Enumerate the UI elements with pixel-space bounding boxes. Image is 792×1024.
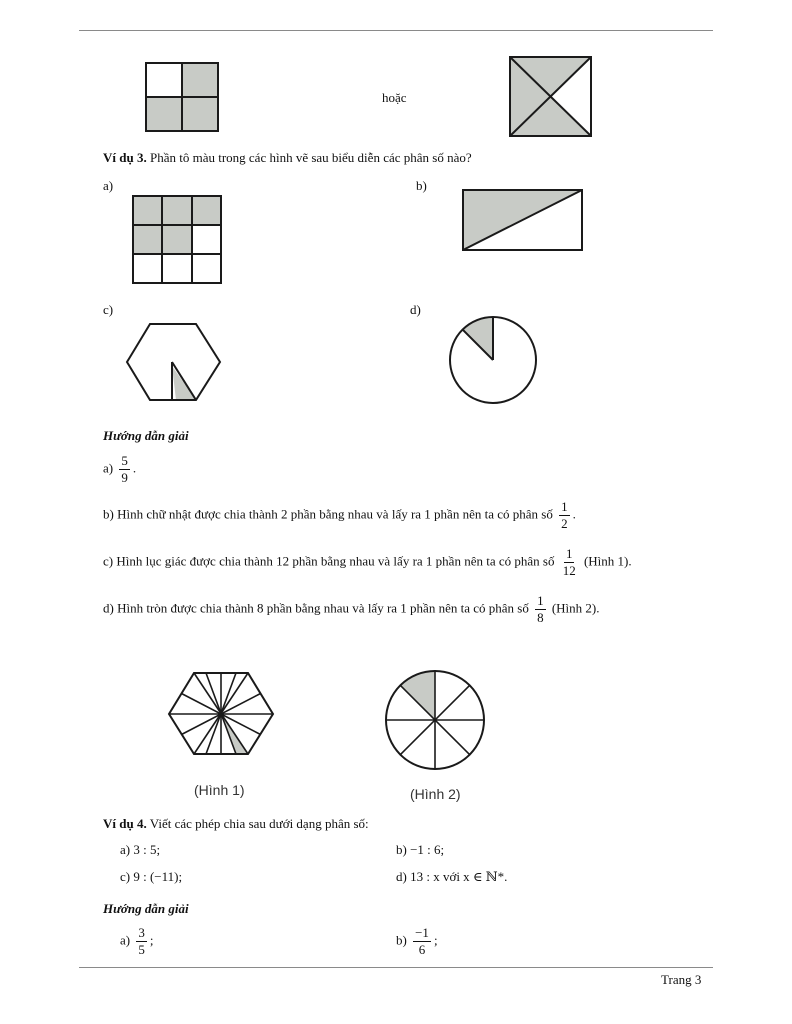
solution3-d-text: d) Hình tròn được chia thành 8 phần bằng nhau và lấy ra 1 phần nên ta có phân số	[103, 600, 529, 616]
rectangle-diagonal-figure	[456, 180, 592, 260]
hinh1-hexagon-12-parts	[166, 664, 278, 768]
fraction-num: 1	[565, 546, 573, 561]
fraction-den: 12	[562, 563, 576, 578]
solution3-b-text: b) Hình chữ nhật được chia thành 2 phần bằng nhau và lấy ra 1 phần nên ta có phân số	[103, 506, 553, 522]
solution4-b	[396, 926, 438, 957]
fraction-num: 5	[121, 453, 128, 468]
example3-label: Ví dụ 3.	[103, 150, 147, 165]
square-diagonals-figure	[502, 52, 598, 142]
part-d-label: d)	[410, 302, 421, 317]
fraction-1-12	[561, 547, 578, 578]
solution3-a	[103, 454, 136, 485]
header-rule	[79, 30, 713, 31]
fraction-1-2	[559, 500, 570, 531]
fraction-den: 8	[537, 610, 544, 625]
example4-text: Viết các phép chia sau dưới dạng phân số:	[149, 816, 369, 831]
fraction-num: 1	[561, 499, 568, 514]
example4-d: d) 13 : x với x ∈ ℕ*.	[396, 869, 508, 884]
solution3-a-tail: .	[132, 460, 137, 476]
circle-sector-figure	[444, 312, 544, 408]
fraction-3-5	[136, 926, 147, 957]
footer-rule	[79, 967, 713, 968]
or-label: hoặc	[382, 90, 407, 105]
fraction-5-9	[119, 454, 130, 485]
fraction-num: 1	[537, 593, 544, 608]
grid-3x3-figure	[130, 193, 226, 285]
hinh2-circle-8-parts	[380, 668, 492, 776]
example4-c: c) 9 : (−11);	[120, 869, 183, 884]
solution3-c	[103, 547, 632, 578]
fraction-neg1-6	[413, 926, 431, 957]
solution4-a	[120, 926, 153, 957]
hinh1-caption: (Hình 1)	[194, 782, 245, 798]
fraction-den: 9	[121, 470, 128, 485]
example4-label: Ví dụ 4.	[103, 816, 147, 831]
solution3-b	[103, 500, 576, 531]
fraction-1-8	[535, 594, 546, 625]
part-c-label: c)	[103, 302, 114, 317]
part-a-label: a)	[103, 178, 114, 193]
example4-b: b) −1 : 6;	[396, 842, 445, 857]
solution3-c-tail: (Hình 1).	[583, 553, 632, 569]
solution4-a-label: a)	[120, 932, 131, 948]
example4-a: a) 3 : 5;	[120, 842, 161, 857]
hexagon-figure	[124, 318, 224, 408]
fraction-num: 3	[138, 925, 145, 940]
part-b-label: b)	[416, 178, 427, 193]
solution3-b-tail: .	[572, 506, 576, 522]
example3-text: Phần tô màu trong các hình vẽ sau biểu diễn các phân số nào?	[149, 150, 472, 165]
fraction-den: 5	[138, 942, 145, 957]
fraction-num: −1	[415, 925, 429, 940]
solution4-a-tail: ;	[149, 932, 154, 948]
page-number: Trang 3	[661, 972, 702, 987]
solution4-b-tail: ;	[433, 932, 438, 948]
example3-question	[103, 150, 472, 166]
solution3-d-tail: (Hình 2).	[551, 600, 600, 616]
example4-question	[103, 816, 369, 832]
solution3-a-label: a)	[103, 460, 114, 476]
fraction-den: 6	[418, 942, 426, 957]
solution4-b-label: b)	[396, 932, 407, 948]
solution3-heading: Hướng dẫn giải	[103, 428, 189, 443]
solution4-heading: Hướng dẫn giải	[103, 901, 189, 916]
solution3-d	[103, 594, 600, 625]
solution3-c-text: c) Hình lục giác được chia thành 12 phần bằng nhau và lấy ra 1 phần nên ta có phân số	[103, 553, 555, 569]
hinh2-caption: (Hình 2)	[410, 786, 461, 802]
square-quarters-figure	[136, 54, 232, 142]
fraction-den: 2	[561, 516, 568, 531]
